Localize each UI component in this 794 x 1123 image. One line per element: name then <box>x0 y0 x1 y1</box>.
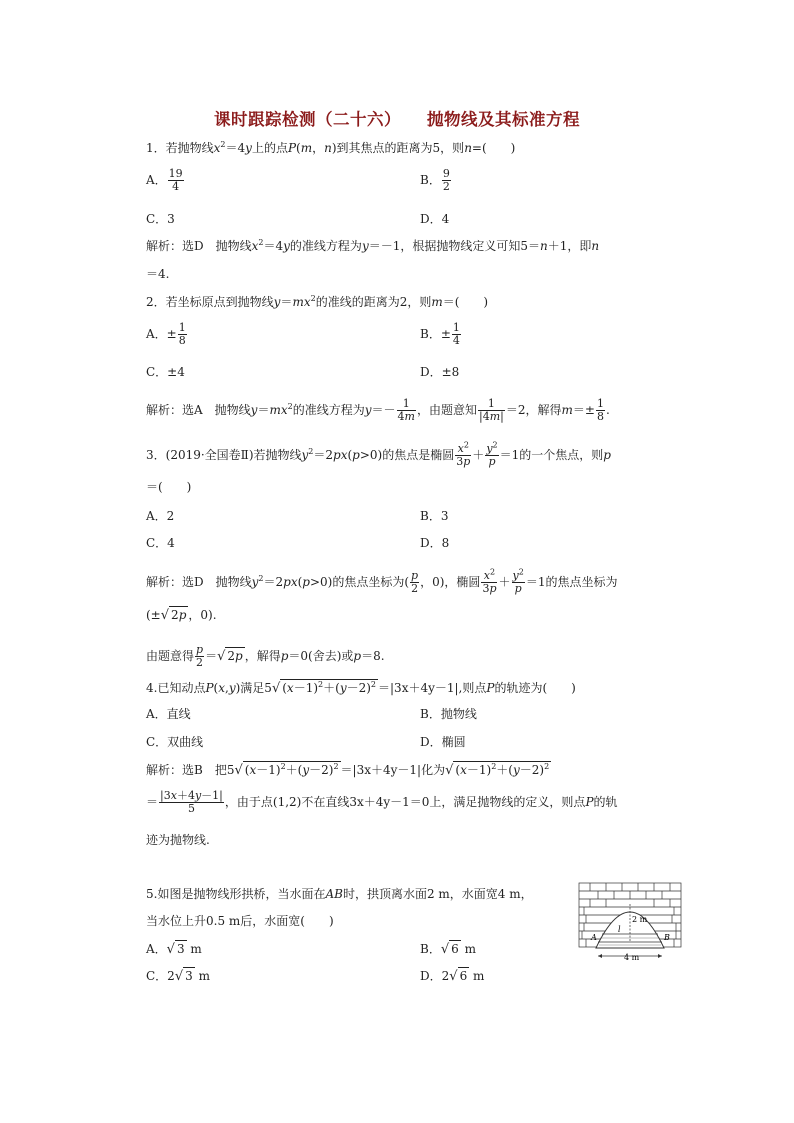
q1-option-b: B． $\frac{9}{2}$ <box>420 167 450 193</box>
q4-answer-end: 迹为抛物线. <box>146 833 210 847</box>
q3-option-a: A．2 <box>146 509 175 523</box>
q1-answer: 解析：选D 抛物线$x^2=4y$的准线方程为y＝－1，根据抛物线定义可知5＝n＋1，即n <box>146 238 600 253</box>
title-sub: 抛物线及其标准方程 <box>427 110 580 129</box>
q3-stem: 3．(2019·全国卷Ⅱ)若抛物线$y^2=2px(p>0)$的焦点是椭圆 $\frac{x^2}{3p}$ ＋ $\frac{y^2}{p}$ ＝1的一个焦点，则p <box>146 440 611 468</box>
q1-option-d: D．4 <box>420 212 450 226</box>
title-main: 课时跟踪检测（二十六） <box>214 110 401 129</box>
q3-answer: 解析：选D 抛物线$y^2=2px(p>0)$的焦点坐标为( $\frac{p}{2}$ ，0)，椭圆 $\frac{x^2}{3p}$ ＋ $\frac{y^2}{p}$ ＝1的焦点坐标为 <box>146 567 618 595</box>
point-b-label: B <box>664 933 670 942</box>
q5-option-d: D．2√ 6 m <box>420 969 485 984</box>
q4-answer: 解析：选B 把5√ $(x-1)^2+(y-2)^2 =|3x+4y-1|$化为√ $(x-1)^2+(y-2)^2$ <box>146 762 550 778</box>
q3-answer-result: 由题意得 $\frac{p}{2}$ ＝√ 2p ，解得p＝0(舍去)或p＝8. <box>146 643 385 669</box>
q4-option-a: A．直线 <box>146 707 191 721</box>
q4-option-c: C．双曲线 <box>146 735 204 749</box>
q3-answer-cont: (±√ 2p ，0). <box>146 608 217 623</box>
q3-option-b: B．3 <box>420 509 449 523</box>
q1-option-a: A． $\frac{19}{4}$ <box>146 167 183 193</box>
q2-stem: 2．若坐标原点到抛物线$y=mx^2$的准线的距离为2，则m＝( ) <box>146 294 489 309</box>
height-label: 2 m <box>632 915 648 924</box>
line-l-label: l <box>618 925 621 934</box>
q3-option-d: D．8 <box>420 536 450 550</box>
q4-answer-cont: ＝ $\frac{|3x+4y-1|}{5}$ ，由于点(1,2)不在直线3x＋4y－1＝0上，满足抛物线的定义，则点P的轨 <box>146 789 618 815</box>
bridge-figure <box>578 882 682 962</box>
q3-option-c: C．4 <box>146 536 175 550</box>
q1-option-c: C．3 <box>146 212 175 226</box>
q4-option-b: B．抛物线 <box>420 707 477 721</box>
q5-stem-cont: 当水位上升0.5 m后，水面宽( ) <box>146 914 334 928</box>
point-a-label: A <box>591 933 597 942</box>
q2-answer: 解析：选A 抛物线$y=mx^2$的准线方程为y＝－ $\frac{1}{4m}$ ，由题意知 $\frac{1}{|4m|}$ ＝2，解得m＝± $\frac{1}{8}$ . <box>146 397 610 423</box>
q3-stem-cont: ＝( ) <box>146 480 192 494</box>
q1-answer-cont: ＝4. <box>146 267 170 281</box>
q5-option-a: A．√ 3 m <box>146 942 202 957</box>
q2-option-b: B．± $\frac{1}{4}$ <box>420 321 460 347</box>
q1-stem: 1．若抛物线$x^2=4y$上的点P(m，n)到其焦点的距离为5，则n=( ) <box>146 140 516 155</box>
q4-option-d: D．椭圆 <box>420 735 466 749</box>
q5-stem: 5.如图是抛物线形拱桥，当水面在AB时，拱顶离水面2 m，水面宽4 m， <box>146 887 533 901</box>
q2-option-d: D．±8 <box>420 365 460 379</box>
q4-stem: 4.已知动点P(x,y)满足5√ $(x-1)^2+(y-2)^2 =|3x+4y-1|$,则点P的轨迹为( ) <box>146 680 576 696</box>
page-title <box>0 106 794 130</box>
q5-option-b: B．√ 6 m <box>420 942 476 957</box>
width-label: 4 m <box>624 953 640 962</box>
q2-option-c: C．±4 <box>146 365 185 379</box>
q5-option-c: C．2√ 3 m <box>146 969 210 984</box>
q2-option-a: A．± $\frac{1}{8}$ <box>146 321 186 347</box>
